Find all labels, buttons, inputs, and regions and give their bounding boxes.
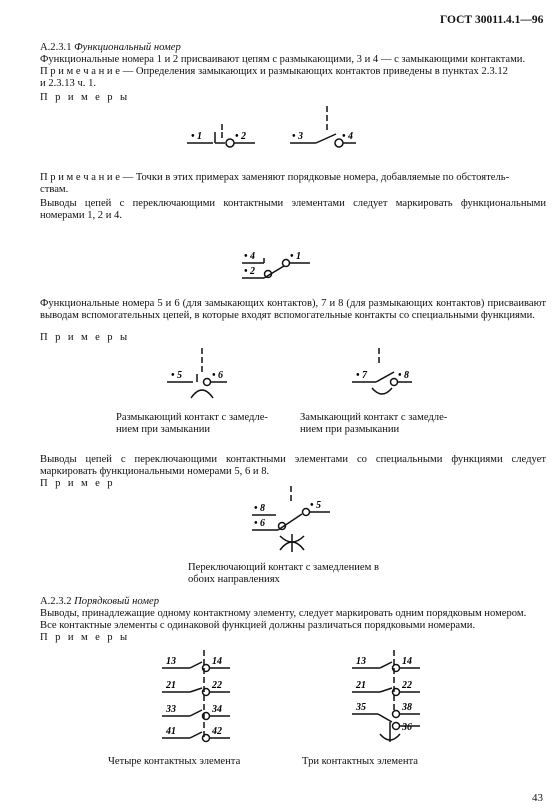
svg-text:• 8: • 8 (398, 370, 410, 381)
section-number: А.2.3.1 (40, 42, 72, 53)
svg-text:35: 35 (356, 702, 366, 713)
svg-text:• 1: • 1 (191, 131, 203, 142)
svg-text:13: 13 (356, 656, 366, 667)
section-title: Порядковый номер (74, 596, 160, 607)
note-1-text: Определения замыкающих и размыкающих контактов приведены в пунктах 2.3.12 (135, 66, 508, 77)
paragraph-changeover-1-2-4: Выводы цепей с переключающими контактными элементами следует маркировать функциональными номерами 1, 2 и 4. (40, 198, 546, 221)
svg-text:21: 21 (356, 680, 366, 691)
caption-line: Замыкающий контакт с замедле- (300, 412, 448, 423)
section-number: А.2.3.2 (40, 596, 72, 607)
svg-text:13: 13 (166, 656, 176, 667)
caption-line: нием при замыкании (116, 424, 211, 435)
paragraph-special-changeover: Выводы цепей с переключающими контактными элементами со специальными функциями следует маркировать функциональными номерами 5, 6 и 8. (40, 454, 546, 477)
paragraph-functional-numbers: Функциональные номера 1 и 2 присваивают цепям с размыкающими, 3 и 4 — с замыкающими контактами. (40, 54, 526, 65)
svg-text:• 6: • 6 (254, 518, 266, 529)
svg-text:36: 36 (402, 722, 412, 733)
section-heading-2-3-1 (40, 42, 181, 54)
svg-text:42: 42 (212, 726, 222, 737)
svg-text:21: 21 (166, 680, 176, 691)
svg-text:22: 22 (212, 680, 222, 691)
svg-text:• 4: • 4 (342, 131, 354, 142)
caption-line: обоих направлениях (188, 574, 280, 585)
svg-text:33: 33 (166, 704, 176, 715)
section-title: Функциональный номер (74, 42, 181, 53)
paragraph-aux-numbers: Функциональные номера 5 и 6 (для замыкающих контактов), 7 и 8 (для размыкающих контактов) присваивают выводам вспомогательных цепей, в которые входят вспомогательные контакты со специальными функциями. (40, 298, 546, 321)
make-contact-delayed (350, 346, 420, 406)
svg-text:• 7: • 7 (356, 370, 368, 381)
svg-text:• 2: • 2 (235, 131, 247, 142)
svg-text:• 2: • 2 (244, 266, 256, 277)
note-2-text: Точки в этих примерах заменяют порядковые номера, добавляемые по обстоятель- (135, 172, 510, 183)
caption-four-elements: Четыре контактных элемента (108, 756, 241, 767)
changeover-contact-delayed-both (250, 484, 340, 556)
examples-label-3: П р и м е р ы (40, 632, 130, 643)
note-1-line-2: и 2.3.13 ч. 1. (40, 78, 97, 89)
svg-text:• 6: • 6 (212, 370, 224, 381)
paragraph-sequence-number-2: Все контактные элементы с одинаковой функцией должны различаться порядковыми номерами. (40, 620, 476, 631)
svg-text:• 4: • 4 (244, 251, 256, 262)
note-label: П р и м е ч а н и е — (40, 66, 134, 77)
three-contact-elements (350, 650, 430, 744)
break-contact-delayed (165, 346, 235, 406)
examples-label-2: П р и м е р ы (40, 332, 130, 343)
svg-text:• 5: • 5 (171, 370, 183, 381)
caption-line: нием при размыкании (300, 424, 400, 435)
svg-text:22: 22 (402, 680, 412, 691)
svg-text:• 8: • 8 (254, 503, 266, 514)
contact-diagram-3-4 (290, 104, 360, 160)
paragraph-sequence-number-1: Выводы, принадлежащие одному контактному элементу, следует маркировать одним порядковым номером. (40, 608, 527, 619)
note-1-line-1 (40, 66, 508, 78)
svg-text:• 1: • 1 (290, 251, 302, 262)
changeover-contact-1-2-4 (240, 236, 320, 286)
svg-text:14: 14 (402, 656, 412, 667)
contact-diagram-1-2 (185, 120, 265, 160)
four-contact-elements (160, 650, 240, 744)
svg-text:41: 41 (166, 726, 176, 737)
svg-text:• 5: • 5 (310, 500, 322, 511)
caption-make-delayed (300, 412, 447, 436)
caption-changeover-delayed (188, 562, 379, 586)
svg-text:14: 14 (212, 656, 222, 667)
section-heading-2-3-2 (40, 596, 159, 608)
svg-text:• 3: • 3 (292, 131, 304, 142)
page-number: 43 (532, 792, 543, 804)
document-code: ГОСТ 30011.4.1—96 (440, 14, 544, 26)
svg-text:34: 34 (212, 704, 222, 715)
examples-label-1: П р и м е р ы (40, 92, 130, 103)
note-2-line-2: ствам. (40, 184, 69, 195)
note-2-line-1 (40, 172, 509, 184)
example-label: П р и м е р (40, 478, 115, 489)
caption-break-delayed (116, 412, 268, 436)
note-label: П р и м е ч а н и е — (40, 172, 134, 183)
svg-text:38: 38 (402, 702, 412, 713)
caption-three-elements: Три контактных элемента (302, 756, 418, 767)
caption-line: Переключающий контакт с замедлением в (188, 562, 379, 573)
caption-line: Размыкающий контакт с замедле- (116, 412, 268, 423)
